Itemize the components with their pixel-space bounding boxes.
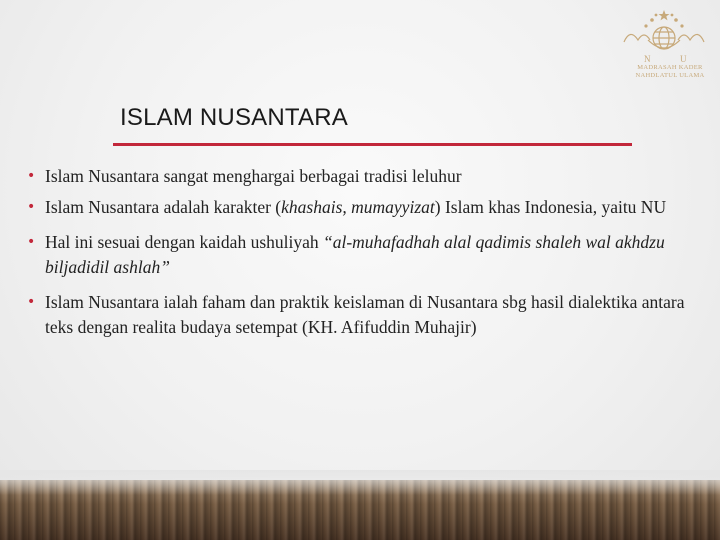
bullet-text: Hal ini sesuai dengan kaidah ushuliyah <box>45 232 323 252</box>
logo-letter-u: U <box>680 54 687 64</box>
bullet-text-after: ) Islam khas Indonesia, yaitu NU <box>434 197 667 217</box>
bullet-italic: khashais, mumayyizat <box>281 197 435 217</box>
bullet-italic: “al-muhafadhah alal qadimis shaleh wal akhdzu biljadidil ashlah” <box>45 232 665 277</box>
logo-caption-line2: NAHDLATUL ULAMA <box>635 72 705 79</box>
floor-fade <box>0 470 720 495</box>
bullet-dot-icon: • <box>27 168 36 184</box>
bullet-item <box>25 164 705 189</box>
bullet-dot-icon: • <box>27 234 36 250</box>
bullet-dot-icon: • <box>27 294 36 310</box>
logo-letter-n: N <box>644 54 651 64</box>
title-underline <box>113 143 632 146</box>
bullet-item <box>25 290 705 340</box>
slide-title: ISLAM NUSANTARA <box>120 104 348 131</box>
bullet-list <box>25 164 705 347</box>
bullet-item <box>25 195 705 220</box>
bullet-item <box>25 230 705 280</box>
bullet-text: Islam Nusantara sangat menghargai berbagai tradisi leluhur <box>45 166 462 186</box>
bullet-text: Islam Nusantara adalah karakter ( <box>45 197 282 217</box>
bullet-dot-icon: • <box>27 199 36 215</box>
logo-caption-line1: MADRASAH KADER <box>637 64 703 71</box>
logo-caption <box>620 64 720 80</box>
bullet-text: Islam Nusantara ialah faham dan praktik keislaman di Nusantara sbg hasil dialektika antara teks dengan realita budaya setempat (KH. Afifuddin Muhajir) <box>45 292 685 337</box>
